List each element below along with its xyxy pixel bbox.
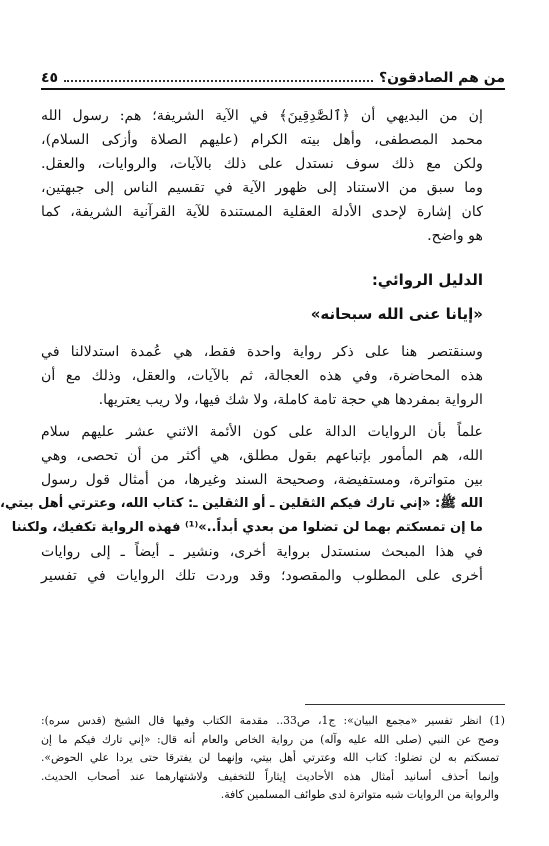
page-number: ٤٥ <box>41 70 59 86</box>
footnote-line: وصح عن النبي (صلى الله عليه وآله) من رواية الخاص والعام أنه قال: «إني تارك فيكم ما إن <box>41 732 499 746</box>
text-line: الرواية بمفردها هي حجة تامة كاملة، ولا شك فيها، ولا ريب يعتريها. <box>98 392 483 408</box>
running-header <box>41 62 505 90</box>
header-dot-leader <box>64 80 373 82</box>
footnote-line: تمسكتم به لن تضلوا: كتاب الله وعترتي أهل بيتي، وإنهما لن يفترقا حتى يردا علي الحوض». <box>41 751 499 764</box>
footnote-line: وإنما أحذف أسانيد أمثال هذه الأحاديث إيثاراً للتخفيف ولاشتهارهما عند أصحاب الحديث. <box>41 769 499 783</box>
text-line: في هذا المبحث سنستدل برواية أخرى، ونشير ـ أيضاً ـ إلى روايات <box>41 544 483 560</box>
footnotes <box>41 712 505 805</box>
section-subheading: «إيانا عنى الله سبحانه» <box>310 305 483 323</box>
text-line: هو واضح. <box>427 228 483 244</box>
text-line: الله، هم المأمور بإتباعهم بقول مطلق، هي أكثر من أن تحصى، وهي <box>41 448 483 464</box>
text-line: وسنقتصر هنا على ذكر رواية واحدة فقط، هي عُمدة استدلالنا في <box>41 344 483 360</box>
text-line: محمد المصطفى، وأهل بيته الكرام (عليهم الصلاة وأزكى السلام)، <box>41 132 483 148</box>
hadith-line: ما إن تمسكتم بهما لن تضلوا من بعدي أبداً..»⁽¹⁾ فهذه الرواية تكفيك، ولكننا <box>11 520 483 535</box>
section-heading: الدليل الروائي: <box>371 271 483 289</box>
paragraph-gap <box>41 412 505 420</box>
text-line: بين متواترة، ومستفيضة، وصحيحة السند وغيرها، من أمثال قول رسول <box>41 472 483 488</box>
paragraph-2 <box>41 340 505 412</box>
text-line: هذه المحاضرة، وفي هذه العجالة، ثم بالآيات، والعقل، وذلك مع أن <box>41 368 483 384</box>
text-line: إن من البديهي أن ﴿ٱلصَّٰدِقِينَ﴾ في الآية الشريفة؛ هم: رسول الله <box>41 108 483 124</box>
footnote-line: والرواية من الروايات شبه متواترة لدى طوائف المسلمين كافة. <box>220 788 499 801</box>
paragraph-1 <box>41 104 505 248</box>
footnote-separator <box>305 704 505 705</box>
paragraph-3 <box>0 420 505 588</box>
text-line: ولكن مع ذلك سوف نستدل على ذلك بالآيات، والروايات، والعقل. <box>41 156 483 172</box>
text-line: أخرى على المطلوب والمقصود؛ وقد وردت تلك الروايات في تفسير <box>41 568 483 584</box>
text-line: وما سبق من الاستناد إلى ظهور الآية في تقسيم الناس إلى جبهتين، <box>41 180 483 196</box>
page-body <box>0 104 505 588</box>
running-header-title: من هم الصادقون؟ <box>378 70 505 86</box>
footnote-line: (1) انظر تفسير «مجمع البيان»: ج1، ص33.. مقدمة الكتاب وفيها قال الشيخ (قدس سره): <box>41 714 505 727</box>
book-page <box>0 62 505 846</box>
hadith-line: الله ﷺ: «إني تارك فيكم الثقلين ـ أو الثقلين ـ: كتاب الله، وعترتي أهل بيتي، <box>0 496 483 511</box>
text-line: كان إشارة لإحدى الأدلة العقلية المستندة للآية القرآنية الشريفة، كما <box>41 204 483 220</box>
text-line: علماً بأن الروايات الدالة على كون الأئمة الاثني عشر عليهم سلام <box>41 424 483 440</box>
